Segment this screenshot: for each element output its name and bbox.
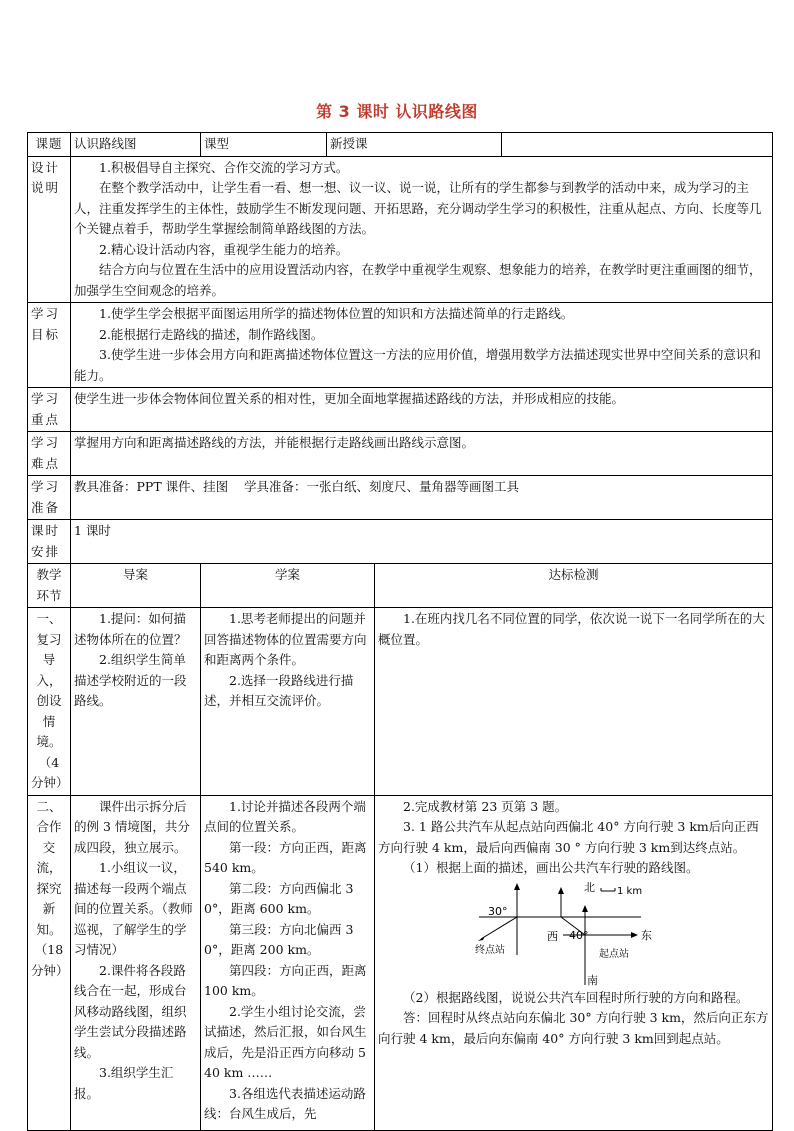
start-label: 起点站 — [599, 948, 629, 960]
stage1-row — [28, 608, 773, 796]
arrow-up-icon — [558, 887, 564, 894]
stage1-label: 一、复习导入，创设情境。（4 分钟） — [28, 608, 71, 796]
stage2-study-item: 2.学生小组讨论交流，尝试描述，然后汇报，如台风生成后，先是沿正西方向移动 540 km …… — [204, 1003, 367, 1080]
stage1-check — [375, 608, 773, 796]
topic-row-empty — [502, 133, 773, 157]
stage2-guide-item: 课件出示拆分后的例 3 情境图，共分成四段，独立展示。 — [74, 798, 190, 855]
stage1-check-item: 1.在班内找几名不同位置的同学，依次说一说下一名同学所在的大概位置。 — [378, 611, 765, 647]
stage2-guide-item: 2.课件将各段路线合在一起，形成台风移动路线图，组织学生尝试分段描述路线。 — [74, 962, 187, 1060]
stage2-check-item: 3. 1 路公共汽车从起点站向西偏北 40° 方向行驶 3 km后向正西方向行驶 4 km，最后向西偏南 30 ° 方向行驶 3 km到达终点站。 — [378, 819, 759, 855]
topic-label: 课题 — [28, 133, 71, 157]
stage1-guide — [71, 608, 201, 796]
stage2-study-item: 1.讨论并描述各段两个端点间的位置关系。 — [204, 798, 366, 834]
stage2-guide — [71, 795, 201, 1130]
north-label: 北 — [584, 880, 595, 894]
preparation-text: 教具准备：PPT 课件、挂图 学具准备：一张白纸、刻度尺、量角器等画图工具 — [71, 476, 773, 520]
west-label: 西 — [547, 929, 558, 943]
type-value: 新授课 — [327, 133, 502, 157]
east-label: 东 — [641, 928, 652, 942]
page-title: 第 3 课时 认识路线图 — [316, 102, 478, 121]
stage-column-label: 教学环节 — [28, 564, 71, 608]
stage2-check-item: （1）根据上面的描述，画出公共汽车行驶的路线图。 — [403, 860, 699, 875]
arrow-up-icon — [582, 905, 588, 912]
bus-route-diagram — [473, 881, 673, 986]
goal-item: 1.使学生学会根据平面图运用所学的描述物体位置的知识和方法描述简单的行走路线。 — [99, 306, 574, 321]
schedule-text: 1 课时 — [71, 520, 773, 564]
topic-value: 认识路线图 — [71, 133, 201, 157]
terminal-label: 终点站 — [475, 944, 505, 956]
stage2-study-item: 第一段：方向正西，距离 540 km。 — [204, 839, 367, 875]
column-header-row — [28, 564, 773, 608]
key-points-row — [28, 388, 773, 432]
stage2-guide-item: 1.小组议一议，描述每一段两个端点间的位置关系。（教师巡视，了解学生的学习情况） — [74, 860, 193, 957]
difficulties-label: 学习难点 — [28, 432, 71, 476]
design-row — [28, 156, 773, 303]
schedule-label: 课时安排 — [28, 520, 71, 564]
design-paragraph: 1.积极倡导自主探究、合作交流的学习方式。 — [99, 159, 349, 175]
angle-left-label: 30° — [488, 904, 508, 918]
design-content — [71, 156, 773, 303]
stage2-check-item: （2）根据路线图，说说公共汽车回程时所行驶的方向和路程。 — [403, 989, 749, 1005]
stage2-study-item: 第三段：方向北偏西 30°，距离 200 km。 — [204, 921, 354, 957]
stage1-study-item: 2.选择一段路线进行描述，并相互交流评价。 — [204, 672, 354, 708]
guide-column-header: 导案 — [71, 564, 201, 608]
key-points-label: 学习重点 — [28, 388, 71, 432]
scale-label: 1 km — [617, 885, 643, 897]
goal-item: 2.能根据行走路线的描述，制作路线图。 — [99, 326, 324, 342]
stage1-guide-item: 2.组织学生简单描述学校附近的一段路线。 — [74, 652, 187, 708]
stage2-row — [28, 795, 773, 1130]
stage2-check-item: 2.完成教材第 23 页第 3 题。 — [403, 798, 568, 814]
arrow-up-icon — [514, 883, 520, 890]
key-points-text: 使学生进一步体会物体间位置关系的相对性，更加全面地掌握描述路线的方法，并形成相应的技能。 — [71, 388, 773, 432]
stage2-study — [201, 795, 375, 1130]
angle-right-label: 40° — [569, 928, 589, 942]
preparation-row — [28, 476, 773, 520]
route-southwest-segment — [481, 917, 517, 939]
stage2-study-item: 第四段：方向正西，距离 100 km。 — [204, 962, 367, 998]
arrow-down-left-icon — [478, 936, 485, 941]
check-column-header: 达标检测 — [375, 564, 773, 608]
difficulties-row — [28, 432, 773, 476]
design-paragraph: 在整个教学活动中，让学生看一看、想一想、议一议、说一说，让所有的学生都参与到教学的活动中来，成为学习的主人，注重发挥学生的主体性，鼓励学生不断发现问题、开拓思路，充分调动学生学习的积极性，注重从起点、方向、长度等几个关键点着手，帮助学生掌握绘制简单路线图的方法。 — [74, 180, 762, 236]
goals-content — [71, 303, 773, 388]
stage2-label: 二、合作交流，探究新知。（18 分钟） — [28, 795, 71, 1130]
lesson-plan-table — [27, 132, 773, 1131]
goals-label: 学习目标 — [28, 303, 71, 388]
design-paragraph: 结合方向与位置在生活中的应用设置活动内容，在教学中重视学生观察、想象能力的培养，在教学时更注重画图的细节，加强学生空间观念的培养。 — [74, 262, 762, 298]
arrow-right-icon — [631, 932, 638, 938]
stage2-check-item: 答：回程时从终点站向东偏北 30° 方向行驶 3 km，然后向正东方向行驶 4 km，最后向东偏南 40° 方向行驶 3 km回到起点站。 — [378, 1010, 769, 1046]
stage2-study-item: 3.各组选代表描述运动路线：台风生成后，先 — [204, 1085, 366, 1121]
goal-item: 3.使学生进一步体会用方向和距离描述物体位置这一方法的应用价值，增强用数学方法描述现实世界中空间关系的意识和能力。 — [74, 347, 761, 383]
stage1-study-item: 1.思考老师提出的问题并回答描述物体的位置需要方向和距离两个条件。 — [204, 611, 367, 667]
study-column-header: 学案 — [201, 564, 375, 608]
stage2-check — [375, 795, 773, 1130]
stage2-study-item: 第二段：方向西偏北 30°，距离 600 km。 — [204, 880, 354, 916]
preparation-label: 学习准备 — [28, 476, 71, 520]
south-label: 南 — [587, 973, 598, 986]
design-paragraph: 2.精心设计活动内容，重视学生能力的培养。 — [99, 241, 349, 257]
stage1-guide-item: 1.提问：如何描述物体所在的位置？ — [74, 611, 187, 647]
stage1-study — [201, 608, 375, 796]
design-label: 设计说明 — [28, 156, 71, 303]
type-label: 课型 — [201, 133, 327, 157]
topic-row — [28, 133, 773, 157]
goals-row — [28, 303, 773, 388]
difficulties-text: 掌握用方向和距离描述路线的方法，并能根据行走路线画出路线示意图。 — [71, 432, 773, 476]
stage2-guide-item: 3.组织学生汇报。 — [74, 1065, 174, 1101]
schedule-row — [28, 520, 773, 564]
